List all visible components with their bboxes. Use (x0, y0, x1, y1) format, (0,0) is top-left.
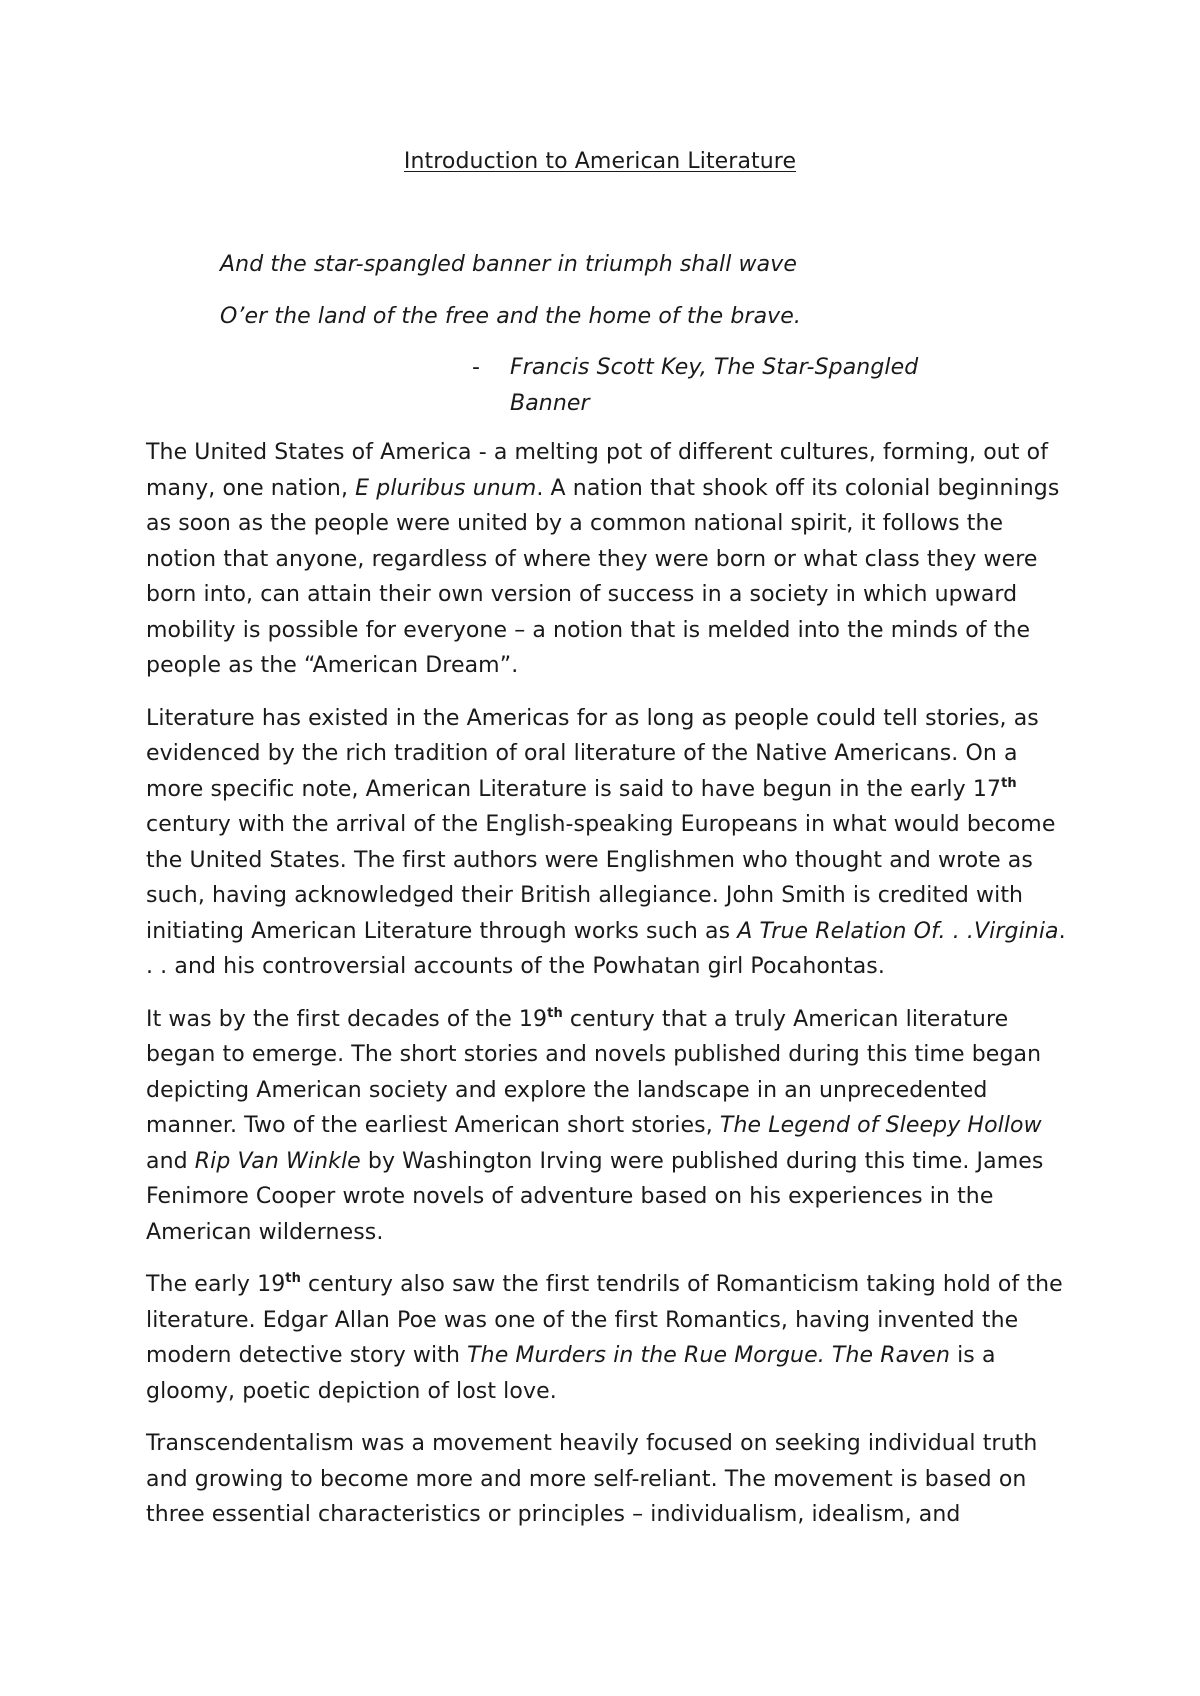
paragraph-1 (146, 435, 1066, 684)
epigraph-line-1: And the star-spangled banner in triumph shall wave (220, 252, 797, 277)
italic-title: A True Relation Of. . .Virginia (737, 918, 1059, 944)
epigraph-attribution (472, 350, 990, 421)
paragraph-text: It was by the first decades of the 19 (146, 1006, 548, 1032)
paragraph-text: . A nation that shook off its colonial beginnings as soon as the people were united by a common national spirit, it follows the notion that anyone, regardless of where they were born or what class they were born into, can attain their own version of success in a society in which upward mobility is possible for everyone – a notion that is melded into the minds of the people as the “American Dream”. (146, 475, 1060, 678)
paragraph-5 (146, 1426, 1066, 1533)
italic-title: Rip Van Winkle (194, 1148, 361, 1174)
paragraph-text: and (146, 1148, 195, 1174)
paragraph-text: century that a truly American literature began to emerge. The short stories and novels published during this time began depicting American society and explore the landscape in an unprecedented manner. Two of the earliest American short stories, (146, 1006, 1042, 1138)
attribution-text: Francis Scott Key, The Star-Spangled Banner (510, 355, 919, 416)
paragraph-text: by Washington Irving were published during this time. James Fenimore Cooper wrote novels of adventure based on his experiences in the American wilderness. (146, 1148, 1044, 1245)
paragraph-text: Literature has existed in the Americas for as long as people could tell stories, as evidenced by the rich tradition of oral literature of the Native Americans. On a more specific note, American Literature is said to have begun in the early 17 (146, 705, 1039, 802)
paragraph-text: . . . and his controversial accounts of the Powhatan girl Pocahontas. (146, 918, 1066, 979)
paragraph-text: The early 19 (146, 1272, 286, 1297)
ordinal-suffix: th (285, 1271, 301, 1286)
page-title: Introduction to American Literature (403, 149, 797, 174)
ordinal-suffix: th (547, 1005, 563, 1021)
attribution-dash: - (472, 355, 481, 380)
document-body (146, 435, 1066, 1550)
italic-title: The Legend of Sleepy Hollow (719, 1113, 1042, 1138)
italic-phrase: E pluribus unum (355, 475, 537, 501)
paragraph-4 (146, 1267, 1066, 1409)
paragraph-text: The United States of America - a melting pot of different cultures, forming, out of many, one nation, (146, 440, 1049, 501)
paragraph-3 (146, 1002, 1066, 1251)
ordinal-suffix: th (1001, 775, 1017, 791)
epigraph-line-2: O’er the land of the free and the home of the brave. (220, 304, 802, 329)
paragraph-2 (146, 701, 1066, 985)
paragraph-text: century also saw the first tendrils of Romanticism taking hold of the literature. Edgar Allan Poe was one of the first Romantics, having invented the modern detective story with (146, 1272, 1063, 1368)
paragraph-text: century with the arrival of the English-speaking Europeans in what would become the United States. The first authors were Englishmen who thought and wrote as such, having acknowledged their British allegiance. John Smith is credited with initiating American Literature through works such as (146, 812, 1056, 944)
italic-title: The Murders in the Rue Morgue. The Raven (467, 1343, 950, 1368)
paragraph-text: is a gloomy, poetic depiction of lost love. (146, 1343, 996, 1404)
paragraph-text: Transcendentalism was a movement heavily focused on seeking individual truth and growing to become more and more self-reliant. The movement is based on three essential characteristics or principles – individualism, idealism, and (146, 1431, 1038, 1527)
